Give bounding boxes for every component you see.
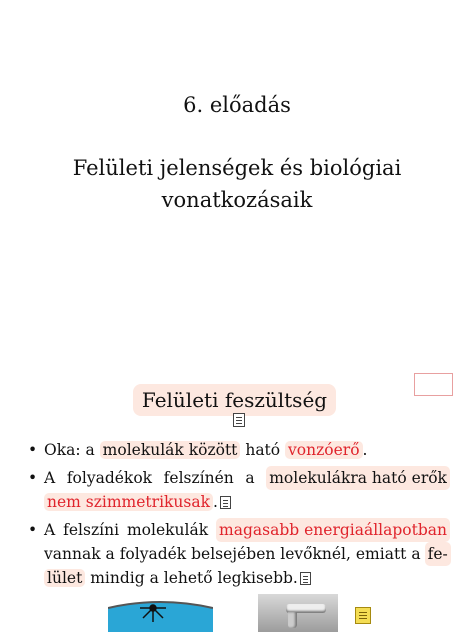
highlight-red: nem szimmetrikusak xyxy=(44,493,213,511)
word: A xyxy=(44,521,56,539)
note-icon[interactable] xyxy=(300,572,311,585)
highlight: molekulákra ható erők xyxy=(266,466,450,490)
bullet-3 xyxy=(30,518,450,590)
bullet-dot: • xyxy=(28,469,38,487)
word: folyadékok xyxy=(66,469,153,487)
yellow-note-icon[interactable] xyxy=(355,607,371,624)
lecture-number: 6. előadás xyxy=(183,93,291,117)
text: ható xyxy=(240,441,286,459)
highlight: fe- xyxy=(425,542,451,566)
bullet-1 xyxy=(30,438,450,462)
water-surface-image xyxy=(108,596,213,632)
faucet-image xyxy=(258,594,338,632)
bullet-dot: • xyxy=(28,521,38,539)
highlight: lület xyxy=(44,569,85,587)
word: felszíni xyxy=(63,521,120,539)
text: . xyxy=(362,441,368,459)
word: molekulák xyxy=(126,521,209,539)
word: felszínén xyxy=(163,469,234,487)
text: . xyxy=(213,493,218,511)
highlight-red: vonzóerő xyxy=(285,441,362,459)
lecture-topic xyxy=(0,152,474,216)
topic-line-1: Felületi jelenségek és biológiai xyxy=(72,156,402,180)
surface-tension-diagram xyxy=(108,596,213,632)
topic-line-2: vonatkozásaik xyxy=(161,188,313,212)
note-icon[interactable] xyxy=(220,496,231,509)
section-title: Felületi feszültség xyxy=(133,384,336,416)
highlight: molekulák között xyxy=(100,441,241,459)
bullet-2 xyxy=(30,466,450,514)
water-body xyxy=(108,602,213,632)
word: a xyxy=(245,469,255,487)
text: mindig a lehető legkisebb. xyxy=(85,569,298,587)
text: Oka: a xyxy=(44,441,100,459)
faucet-mouth xyxy=(288,612,297,628)
highlight-red: magasabb energiaállapotban xyxy=(216,518,450,542)
text: vannak a folyadék belsejében levőknél, emiatt a xyxy=(44,545,421,563)
annotation-box[interactable] xyxy=(414,373,453,396)
bullet-dot: • xyxy=(28,441,38,459)
note-icon[interactable] xyxy=(233,413,245,427)
word: A xyxy=(44,469,56,487)
